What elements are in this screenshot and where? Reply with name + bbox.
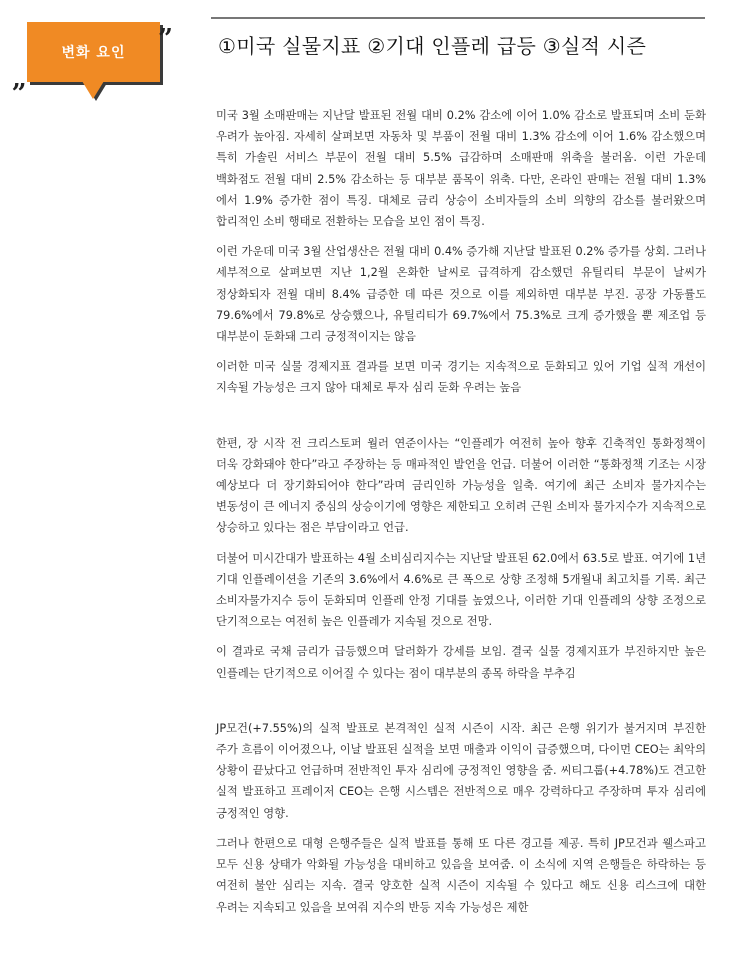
section-title: ①미국 실물지표 ②기대 인플레 급등 ③실적 시즌 [218, 34, 647, 58]
paragraph: 미국 3월 소매판매는 지난달 발표된 전월 대비 0.2% 감소에 이어 1.0% 감소로 발표되며 소비 둔화 우려가 높아짐. 자세히 살펴보면 자동차 및 부품이 전월 대비 1.3% 감소에 이어 1.6% 감소했으며 특히 가솔린 서비스 부문이 전월 대비 5.5% 급감하며 소매판매 위축을 불러옴. 이런 가운데 백화점도 전월 대비 2.5% 감소하는 등 대부분 품목이 위축. 다만, 온라인 판매는 전월 대비 1.3%에서 1.9% 증가한 점이 특징. 대체로 금리 상승이 소비자들의 소비 의향의 감소를 불러왔으며 합리적인 소비 행태로 전환하는 모습을 보인 점이 특징. [216, 109, 706, 229]
close-quote-icon: „ [12, 64, 27, 94]
section-economic-indicators [216, 105, 706, 399]
badge-label: 변화 요인 [61, 45, 126, 61]
body-text [216, 105, 706, 952]
section-earnings-season [216, 718, 706, 918]
paragraph: 더불어 미시간대가 발표하는 4월 소비심리지수는 지난달 발표된 62.0에서 63.5로 발표. 여기에 1년 기대 인플레이션을 기존의 3.6%에서 4.6%로 큰 폭으로 상향 조정해 5개월내 최고치를 기록. 최근 소비자물가지수 등이 둔화되며 인플레 안정 기대를 높였으나, 이러한 기대 인플레의 상향 조정으로 단기적으로는 여전히 높은 인플레가 지속될 것으로 전망. [216, 551, 706, 629]
paragraph: 그러나 한편으로 대형 은행주들은 실적 발표를 통해 또 다른 경고를 제공. 특히 JP모건과 웰스파고 모두 신용 상태가 악화될 가능성을 대비하고 있음을 보여줌. 이 소식에 지역 은행들은 하락하는 등 여전히 불안 심리는 지속. 결국 양호한 실적 시즌이 지속될 수 있다고 해도 신용 리스크에 대한 우려는 지속되고 있음을 보여줘 지수의 반등 지속 가능성은 제한 [216, 836, 706, 914]
change-factors-badge [27, 22, 160, 82]
paragraph: JP모건(+7.55%)의 실적 발표로 본격적인 실적 시즌이 시작. 최근 은행 위기가 불거지며 부진한 주가 흐름이 이어졌으나, 이날 발표된 실적을 보면 매출과 이익이 급증했으며, 다이먼 CEO는 최악의 상황이 끝났다고 언급하며 전반적인 투자 심리에 긍정적인 영향을 줌. 씨티그룹(+4.78%)도 견고한 실적 발표하고 프레이저 CEO는 은행 시스템은 전반적으로 매우 강력하다고 주장하며 투자 심리에 긍정적인 영향. [216, 721, 706, 820]
badge-tail [82, 81, 104, 99]
open-quote-icon: ” [158, 24, 173, 54]
title-rule [211, 17, 705, 19]
section-inflation-expectations [216, 433, 706, 684]
paragraph: 이런 가운데 미국 3월 산업생산은 전월 대비 0.4% 증가해 지난달 발표된 0.2% 증가를 상회. 그러나 세부적으로 살펴보면 지난 1,2월 온화한 날씨로 급격하게 감소했던 유틸리티 부문이 날씨가 정상화되자 전월 대비 8.4% 급증한 데 따른 것으로 이를 제외하면 대부분 부진. 공장 가동률도 79.6%에서 79.8%로 상승했으나, 유틸리티가 69.7%에서 75.3%로 크게 증가했을 뿐 제조업 등 대부분이 둔화돼 그리 긍정적이지는 않음 [216, 245, 706, 344]
paragraph: 한편, 장 시작 전 크리스토퍼 월러 연준이사는 “인플레가 여전히 높아 향후 긴축적인 통화정책이 더욱 강화돼야 한다”라고 주장하는 등 매파적인 발언을 언급. 더불어 이러한 “통화정책 기조는 시장 예상보다 더 장기화되어야 한다”라며 금리인하 가능성을 일축. 여기에 최근 소비자 물가지수는 변동성이 큰 에너지 중심의 상승이기에 영향은 제한되고 오히려 근원 소비자 물가지수가 지속적으로 상승하고 있다는 점은 부담이라고 언급. [216, 436, 706, 535]
paragraph: 이 결과로 국채 금리가 급등했으며 달러화가 강세를 보임. 결국 실물 경제지표가 부진하지만 높은 인플레는 단기적으로 이어질 수 있다는 점이 대부분의 종목 하락을 부추김 [216, 645, 706, 680]
paragraph: 이러한 미국 실물 경제지표 결과를 보면 미국 경기는 지속적으로 둔화되고 있어 기업 실적 개선이 지속될 가능성은 크지 않아 대체로 투자 심리 둔화 우려는 높음 [216, 360, 706, 395]
